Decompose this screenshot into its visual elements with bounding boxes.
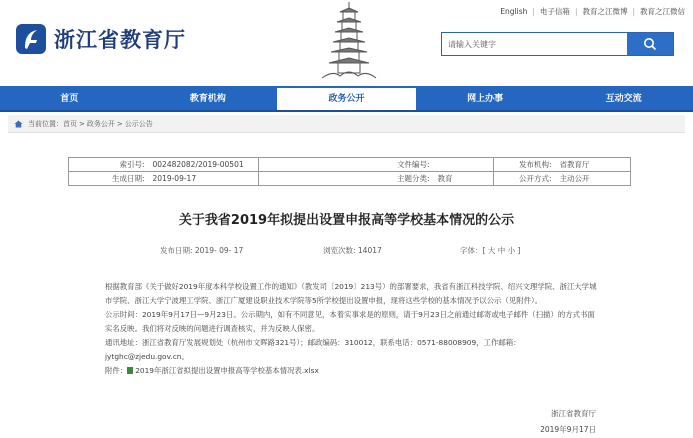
document-metadata-table: [68, 157, 631, 186]
signature-block: [540, 406, 596, 438]
publish-date: 发布日期: 2019- 09- 17: [160, 246, 244, 255]
search-icon: [643, 37, 657, 51]
font-size-small[interactable]: 小: [507, 246, 516, 255]
nav-online-services[interactable]: 网上办事: [467, 94, 504, 104]
publisher-label: 发布机构:: [494, 158, 556, 172]
breadcrumb-prefix: 当前位置：: [28, 119, 63, 128]
breadcrumb: [8, 115, 685, 133]
top-links: [500, 6, 685, 17]
font-size-label: 字体：: [460, 246, 483, 255]
table-row: [69, 158, 631, 172]
logo-emblem-icon: [16, 24, 46, 54]
divider: |: [632, 7, 635, 16]
created-date-value: 2019-09-17: [149, 172, 259, 186]
font-size-large[interactable]: 大: [487, 246, 496, 255]
site-header: [0, 0, 693, 86]
font-size-switcher: 字体：[ 大 中 小 ]: [460, 246, 521, 255]
email-link[interactable]: 电子信箱: [539, 7, 570, 16]
home-icon: [14, 120, 23, 128]
view-count: 浏览次数: 14017: [323, 246, 382, 255]
breadcrumb-separator: >: [116, 119, 123, 128]
breadcrumb-announcements[interactable]: 公示公告: [124, 119, 153, 128]
search-button[interactable]: [627, 33, 673, 55]
disclosure-label: 公开方式:: [494, 172, 556, 186]
excel-file-icon: [127, 367, 133, 374]
search-input[interactable]: [442, 33, 627, 55]
signing-date: 2019年9月17日: [540, 425, 596, 434]
search-box: [441, 32, 674, 56]
index-value: 002482082/2019-00501: [149, 158, 259, 172]
doc-number-value: [434, 158, 494, 172]
topic-label: 主题分类:: [259, 172, 434, 186]
paragraph-contact: 通讯地址：浙江省教育厅发展规划处（杭州市文晖路321号）；邮政编码：310012，联系电话：0571-88008909，工作邮箱：jytghc@zjedu.gov.cn。: [105, 338, 521, 361]
nav-institutions[interactable]: 教育机构: [189, 94, 226, 104]
breadcrumb-home[interactable]: 首页: [63, 119, 77, 128]
topic-value: 教育: [434, 172, 494, 186]
signing-organization: 浙江省教育厅: [551, 409, 596, 418]
wechat-link[interactable]: 教育之江微信: [640, 7, 685, 16]
created-date-label: 生成日期:: [69, 172, 149, 186]
article-body: [95, 280, 600, 378]
pagoda-emblem-icon: [318, 0, 380, 84]
divider: |: [574, 7, 578, 16]
attachment-label: 附件：: [105, 366, 128, 375]
article-title: 关于我省2019年拟提出设置申报高等学校基本情况的公示: [178, 213, 515, 228]
attachment-link[interactable]: 2019年浙江省拟提出设置申报高等学校基本情况表.xlsx: [135, 366, 319, 375]
site-logo[interactable]: [16, 24, 186, 54]
disclosure-value: 主动公开: [556, 172, 631, 186]
paragraph-period: 公示时间：2019年9月17日—9月23日。公示期内，如有不同意见，本着实事求是的原则，请于9月23日之前通过邮寄或电子邮件（扫描）的方式书面实名反映。我们将对反映的问题进行调查核实，并为反映人保密。: [105, 310, 595, 333]
main-nav: [0, 86, 693, 112]
font-size-medium[interactable]: 中: [497, 246, 506, 255]
nav-interaction[interactable]: 互动交流: [605, 94, 642, 104]
divider: |: [532, 7, 535, 16]
breadcrumb-government-affairs[interactable]: 政务公开: [86, 119, 115, 128]
english-link[interactable]: English: [500, 7, 528, 16]
breadcrumb-separator: >: [79, 119, 85, 128]
weibo-link[interactable]: 教育之江微博: [582, 7, 628, 16]
attachment-line: [95, 364, 600, 378]
nav-government-affairs[interactable]: 政务公开: [277, 86, 416, 110]
publisher-value: 省教育厅: [556, 158, 631, 172]
doc-number-label: 文件编号:: [259, 158, 434, 172]
table-row: [69, 172, 631, 186]
index-label: 索引号:: [69, 158, 149, 172]
nav-home[interactable]: 首页: [60, 94, 79, 104]
site-name: 浙江省教育厅: [54, 27, 186, 52]
paragraph-intro: 根据教育部《关于做好2019年度本科学校设置工作的通知》（教发司〔2019〕213号）的部署要求，我省有浙江科技学院、绍兴文理学院、浙江大学城市学院、浙江大学宁波理工学院、浙江广厦建设职业技术学院等5所学校提出设置申报，现将这些学校的基本情况予以公示（见附件）。: [105, 282, 597, 305]
